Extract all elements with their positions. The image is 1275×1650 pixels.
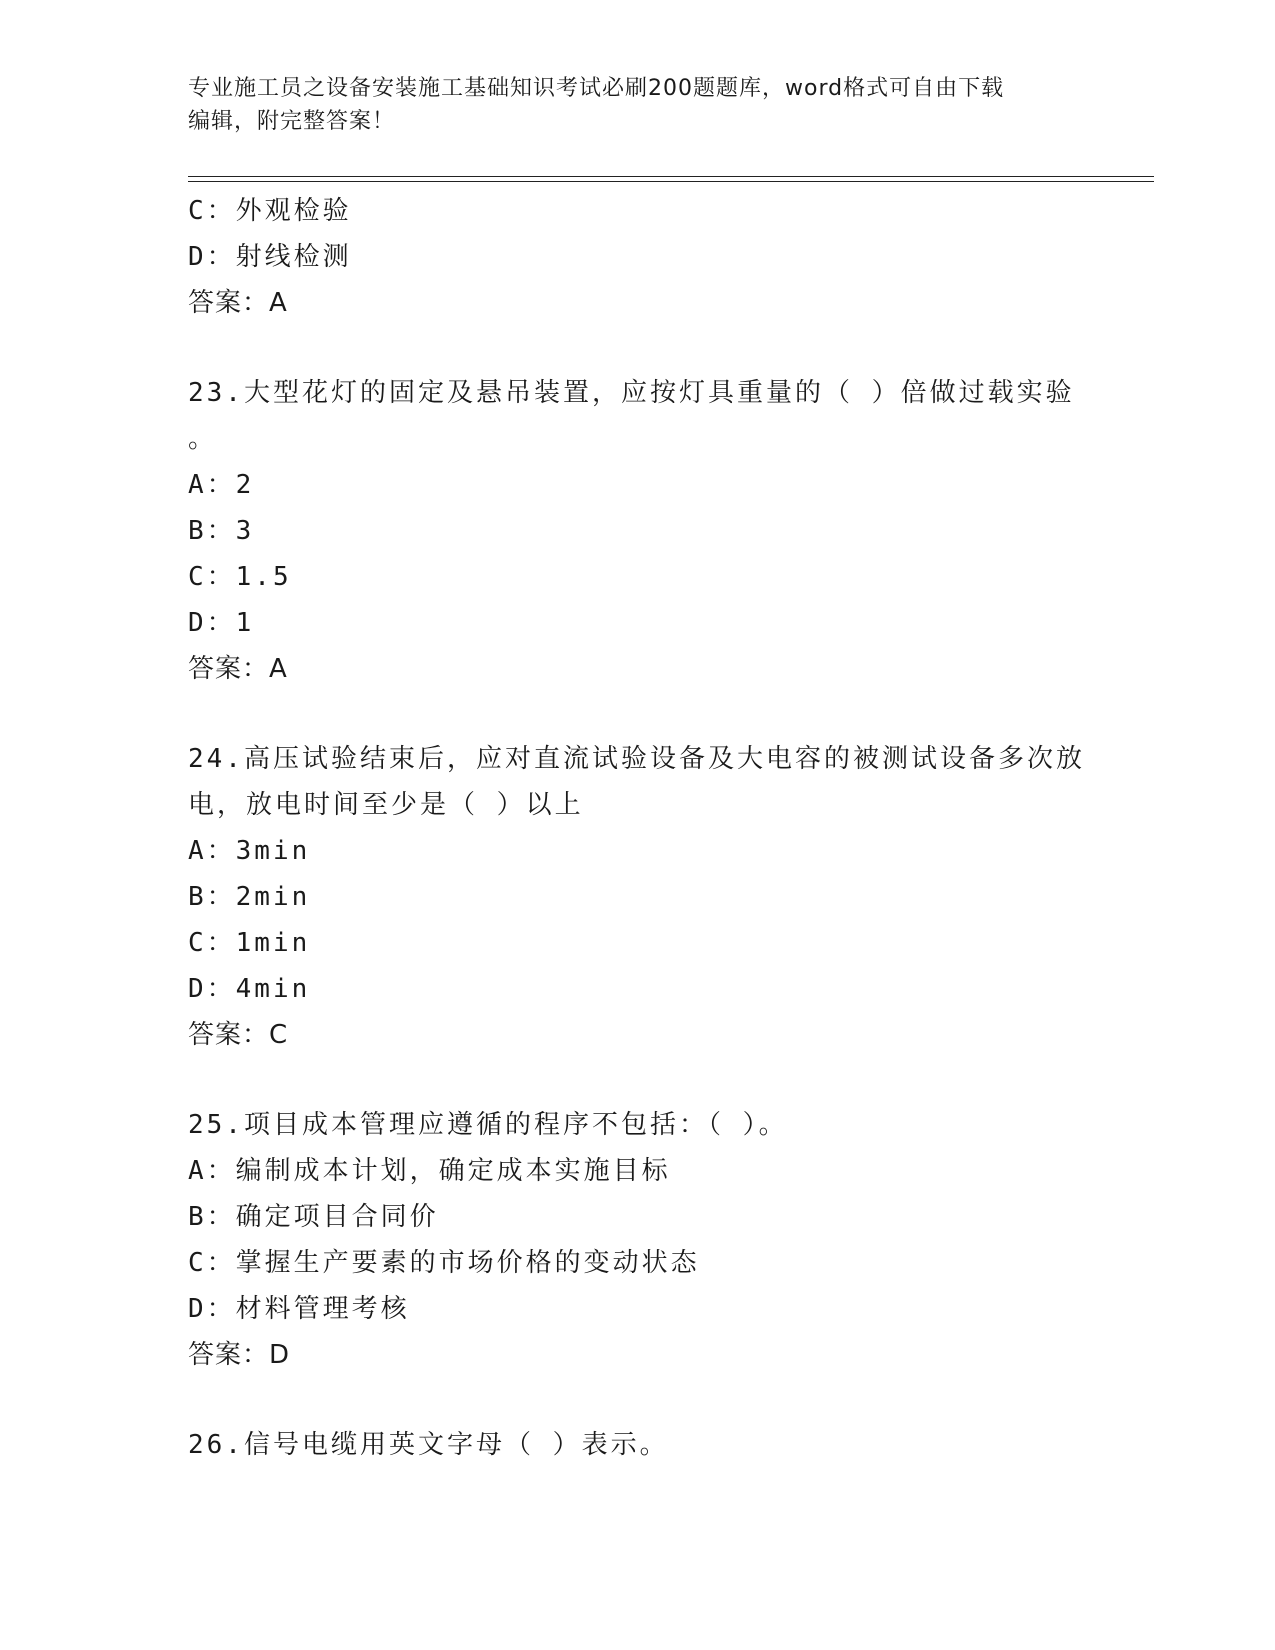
question-text: 23.大型花灯的固定及悬吊装置，应按灯具重量的（ ）倍做过载实验 [188, 378, 1075, 408]
answer: 答案：D [188, 1340, 291, 1370]
question-25 [188, 1102, 1088, 1378]
option-b: B：3 [188, 516, 255, 546]
question-23 [188, 370, 1088, 692]
header-line-1: 专业施工员之设备安装施工基础知识考试必刷200题题库，word格式可自由下载 [188, 76, 1005, 101]
question-22-tail [188, 188, 1088, 326]
option-d: D：材料管理考核 [188, 1294, 410, 1324]
option-a: A：编制成本计划，确定成本实施目标 [188, 1156, 671, 1186]
question-list [188, 188, 1088, 1468]
header-rule-top [188, 176, 1154, 177]
question-26 [188, 1422, 1088, 1468]
option-c: C：外观检验 [188, 196, 352, 226]
option-d: D：1 [188, 608, 255, 638]
option-c: C：1.5 [188, 562, 292, 592]
option-c: C：1min [188, 928, 311, 958]
question-text: 25.项目成本管理应遵循的程序不包括：（ ）。 [188, 1110, 788, 1140]
question-24 [188, 736, 1088, 1058]
option-a: A：3min [188, 836, 311, 866]
answer: 答案：A [188, 654, 288, 684]
question-text: 24.高压试验结束后，应对直流试验设备及大电容的被测试设备多次放 [188, 744, 1085, 774]
header-line-2: 编辑，附完整答案！ [188, 109, 396, 134]
answer: 答案：C [188, 1020, 289, 1050]
answer: 答案：A [188, 288, 288, 318]
header-rule-bottom [188, 181, 1154, 182]
option-a: A：2 [188, 470, 255, 500]
question-text: 26.信号电缆用英文字母（ ）表示。 [188, 1430, 669, 1460]
option-b: B：确定项目合同价 [188, 1202, 439, 1232]
question-text-cont: 。 [188, 424, 218, 454]
option-d: D：射线检测 [188, 242, 352, 272]
page-header [188, 72, 1068, 138]
option-d: D：4min [188, 974, 311, 1004]
option-b: B：2min [188, 882, 311, 912]
option-c: C：掌握生产要素的市场价格的变动状态 [188, 1248, 700, 1278]
question-text-cont: 电，放电时间至少是（ ）以上 [188, 790, 584, 820]
